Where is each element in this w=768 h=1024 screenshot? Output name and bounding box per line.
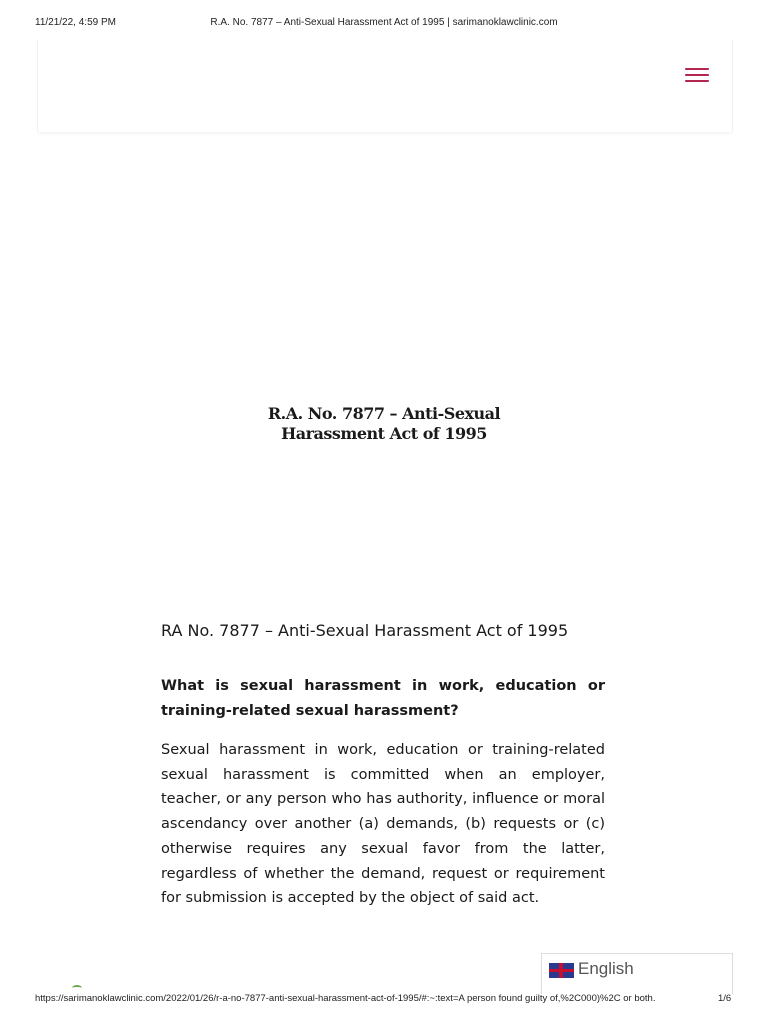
print-page-title: R.A. No. 7877 – Anti-Sexual Harassment Act of 1995 | sarimanoklawclinic.com — [210, 17, 558, 28]
menu-bar — [685, 74, 709, 76]
page-title-line-2: Harassment Act of 1995 — [281, 424, 487, 443]
language-label: English — [578, 959, 634, 978]
print-footer-url: https://sarimanoklawclinic.com/2022/01/26/r-a-no-7877-anti-sexual-harassment-act-of-1995/#:~:text=A person found guilty of,%2C000)%2C or both. — [35, 993, 656, 1004]
language-selector[interactable] — [541, 953, 733, 994]
menu-bar — [685, 68, 709, 70]
uk-flag-icon — [549, 963, 574, 978]
hamburger-menu-icon[interactable] — [685, 68, 709, 86]
print-page-number: 1/6 — [718, 993, 732, 1004]
article-question: What is sexual harassment in work, education or training-related sexual harassment? — [161, 678, 605, 719]
article-answer: Sexual harassment in work, education or training-related sexual harassment is committed when an employer, teacher, or any person who has authority, influence or moral ascendancy over another (a) demands, (b) requests or (c) otherwise requires any sexual favor from the latter, regardless of whether the demand, request or requirement for submission is accepted by the object of said act. — [161, 742, 605, 907]
menu-bar — [685, 80, 709, 82]
page-title — [0, 404, 768, 444]
article-heading: RA No. 7877 – Anti-Sexual Harassment Act of 1995 — [161, 621, 569, 640]
site-header — [37, 40, 733, 132]
print-datetime: 11/21/22, 4:59 PM — [35, 17, 116, 28]
page-title-line-1: R.A. No. 7877 – Anti-Sexual — [267, 404, 501, 423]
logo-fragment-icon — [72, 985, 82, 991]
